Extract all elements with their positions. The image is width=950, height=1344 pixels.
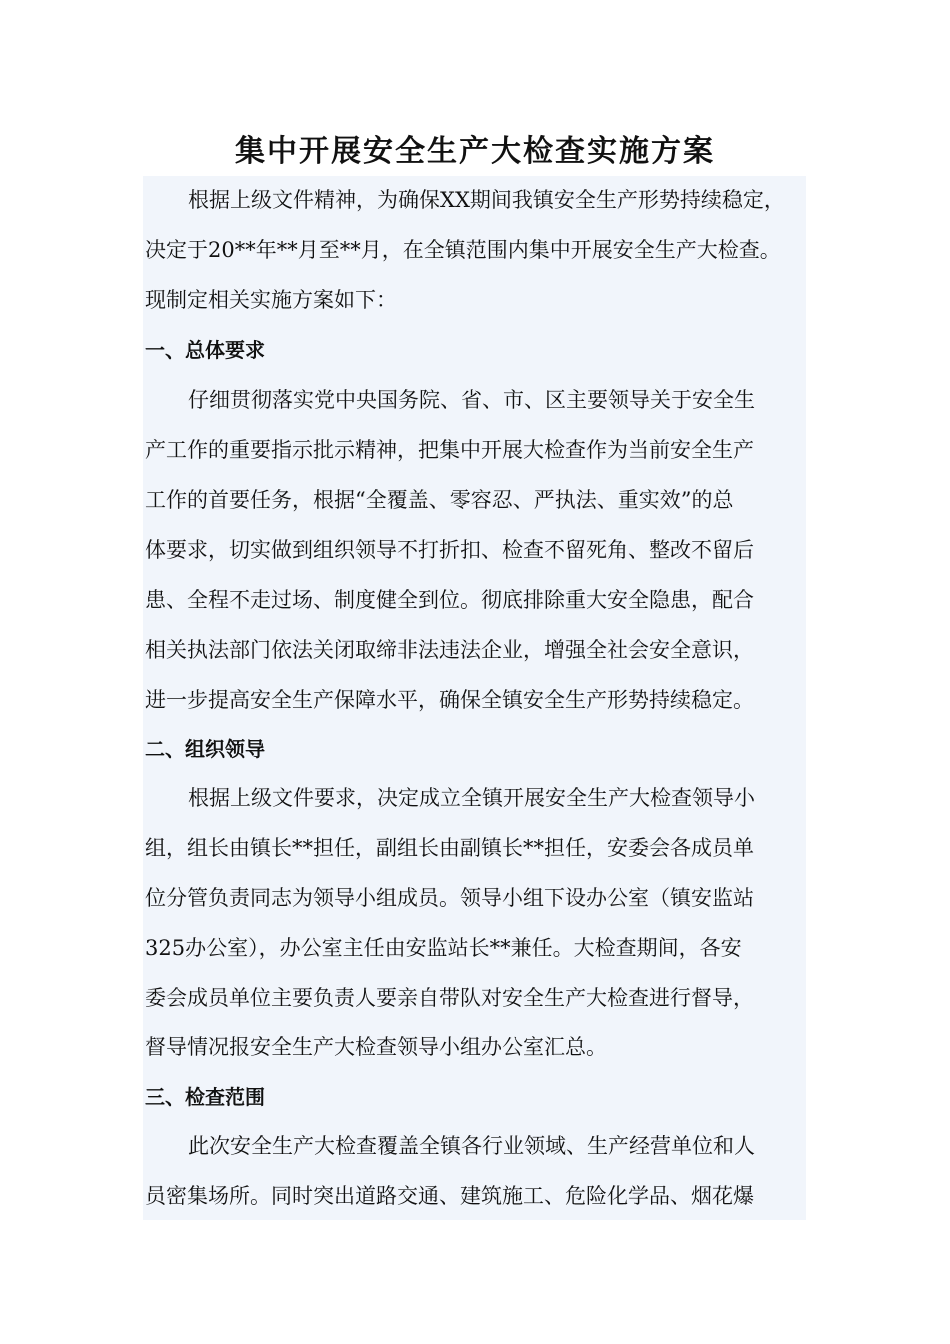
- paragraph-line: 组，组长由镇长**担任，副组长由副镇长**担任，安委会各成员单: [145, 836, 754, 860]
- paragraph-line: 位分管负责同志为领导小组成员。领导小组下设办公室（镇安监站: [145, 886, 754, 910]
- paragraph-line: 现制定相关实施方案如下：: [145, 288, 397, 312]
- paragraph-line: 根据上级文件精神，为确保XX期间我镇安全生产形势持续稳定，: [188, 188, 785, 212]
- paragraph-line: 督导情况报安全生产大检查领导小组办公室汇总。: [145, 1035, 607, 1059]
- paragraph-line: 委会成员单位主要负责人要亲自带队对安全生产大检查进行督导，: [145, 986, 754, 1010]
- paragraph-line: 相关执法部门依法关闭取缔非法违法企业，增强全社会安全意识，: [145, 638, 754, 662]
- paragraph-line: 决定于20**年**月至**月，在全镇范围内集中开展安全生产大检查。: [145, 238, 781, 262]
- paragraph-line: 根据上级文件要求，决定成立全镇开展安全生产大检查领导小: [188, 786, 755, 810]
- paragraph-line: 员密集场所。同时突出道路交通、建筑施工、危险化学品、烟花爆: [145, 1184, 754, 1208]
- paragraph-line: 产工作的重要指示批示精神，把集中开展大检查作为当前安全生产: [145, 438, 754, 462]
- paragraph-line: 患、全程不走过场、制度健全到位。彻底排除重大安全隐患，配合: [145, 588, 754, 612]
- section-heading: 三、检查范围: [145, 1085, 265, 1109]
- section-heading: 二、组织领导: [145, 737, 265, 761]
- paragraph-line: 进一步提高安全生产保障水平，确保全镇安全生产形势持续稳定。: [145, 688, 754, 712]
- paragraph-line: 工作的首要任务，根据“全覆盖、零容忍、严执法、重实效”的总: [145, 488, 734, 512]
- paragraph-line: 此次安全生产大检查覆盖全镇各行业领域、生产经营单位和人: [188, 1134, 755, 1158]
- document-title: 集中开展安全生产大检查实施方案: [235, 134, 715, 169]
- paragraph-line: 325办公室），办公室主任由安监站长**兼任。大检查期间，各安: [145, 936, 742, 960]
- paragraph-line: 仔细贯彻落实党中央国务院、省、市、区主要领导关于安全生: [188, 388, 755, 412]
- section-heading: 一、总体要求: [145, 338, 265, 362]
- paragraph-line: 体要求，切实做到组织领导不打折扣、检查不留死角、整改不留后: [145, 538, 754, 562]
